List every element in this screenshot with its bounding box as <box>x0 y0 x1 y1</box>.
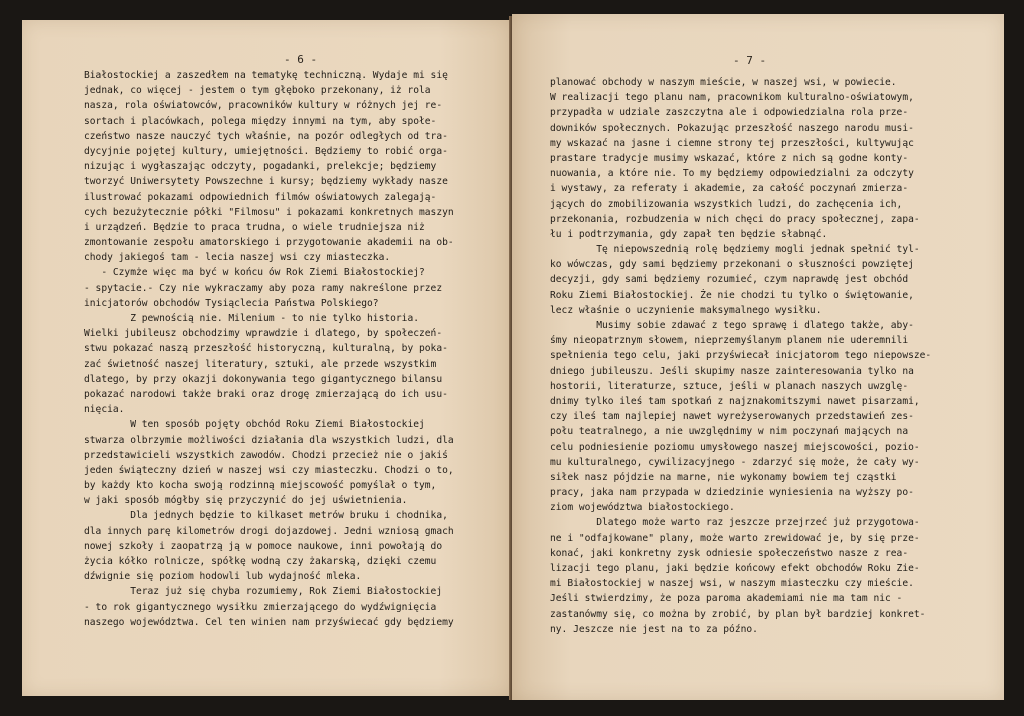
text-line: w jaki sposób mógłby się przyczynić do jej uświetnienia. <box>84 495 408 507</box>
left-page-text <box>84 68 504 630</box>
text-line: przekonania, rozbudzenia w nich chęci do pracy społecznej, zapa- <box>550 213 920 225</box>
text-line: czy ileś tam najlepiej nawet wyreżyserowanych przedstawień zes- <box>550 411 914 423</box>
text-line: nięcia. <box>84 404 125 416</box>
text-line: - to rok gigantycznego wysiłku zmierzającego do wydźwignięcia <box>84 601 437 613</box>
text-line: nuowania, a które nie. To my będziemy odpowiedzialni za odczyty <box>550 168 914 180</box>
text-line: Dlatego może warto raz jeszcze przejrzeć już przygotowa- <box>550 517 920 529</box>
text-line: my wskazać na jasne i ciemne strony tej przeszłości, kultywując <box>550 137 914 149</box>
text-line: dlatego, by przy okazji dokonywania tego gigantycznego bilansu <box>84 373 443 385</box>
text-line: tworzyć Uniwersytety Powszechne i kursy; będziemy wykłady nasze <box>84 176 448 188</box>
text-line: życia kółko rolnicze, spółkę wodną czy żakarską, dzięki czemu <box>84 556 437 567</box>
text-line: chody jakiegoś tam - lecia naszej wsi czy miasteczka. <box>84 252 391 264</box>
text-line: sortach i placówkach, polega między innymi na tym, aby społe- <box>84 115 437 127</box>
text-line: zastanówmy się, co można by zrobić, by plan był bardziej konkret- <box>550 608 926 620</box>
text-line: jednak, co więcej - jestem o tym głęboko przekonany, iż rola <box>84 85 431 97</box>
text-line: dniego jubileuszu. Jeśli skupimy nasze zainteresowania tylko na <box>550 365 914 377</box>
text-line: ilustrować pokazami odpowiednich filmów oświatowych zalegają- <box>84 191 437 203</box>
text-line: jeden świąteczny dzień w naszej wsi czy miasteczku. Chodzi o to, <box>84 464 454 476</box>
text-line: Musimy sobie zdawać z tego sprawę i dlatego także, aby- <box>550 320 914 331</box>
text-line: - spytacie.- Czy nie wykraczamy aby poza ramy nakreślone przez <box>84 282 443 294</box>
text-line: i urządzeń. Będzie to praca trudna, o wiele trudniejsza niż <box>84 221 425 233</box>
text-line: i wystawy, za referaty i akademie, za całość poczynań zmierza- <box>550 183 909 195</box>
text-line: planować obchody w naszym mieście, w naszej wsi, w powiecie. <box>550 77 897 88</box>
left-page <box>22 20 512 696</box>
left-page-number: - 6 - <box>284 53 318 66</box>
text-line: Jeśli stwierdzimy, że poza paroma akademiami nie ma tam nic - <box>550 593 903 605</box>
text-line: Roku Ziemi Białostockiej. Że nie chodzi tu tylko o świętowanie, <box>550 289 914 301</box>
text-line: Teraz już się chyba rozumiemy, Rok Ziemi Białostockiej <box>84 586 443 598</box>
text-line: zmontowanie zespołu amatorskiego i przygotowanie akademii na ob- <box>84 237 454 249</box>
text-line: prastare tradycje musimy wskazać, które z nich są godne konty- <box>550 152 909 164</box>
right-page-text <box>550 75 990 637</box>
text-line: Wielki jubileusz obchodzimy wprawdzie i dlatego, by społeczeń- <box>84 328 443 340</box>
text-line: W realizacji tego planu nam, pracownikom kulturalno-oświatowym, <box>550 92 914 104</box>
text-line: naszego województwa. Cel ten winien nam przyświecać gdy będziemy <box>84 616 454 628</box>
text-line: siłek nasz pójdzie na marne, nie wykonamy bowiem tej cząstki <box>550 471 897 483</box>
text-line: hostorii, literaturze, sztuce, jeśli w planach naszych uwzglę- <box>550 380 909 392</box>
text-line: stwarza olbrzymie możliwości działania dla wszystkich ludzi, dla <box>84 434 454 446</box>
right-page <box>512 14 1004 700</box>
text-line: nowej szkoły i zaopatrzą ją w pomoce naukowe, inni powołają do <box>84 540 443 552</box>
text-line: ny. Jeszcze nie jest na to za późno. <box>550 623 758 635</box>
text-line: Z pewnością nie. Milenium - to nie tylko historia. <box>84 313 420 324</box>
text-line: dycyjnie pojętej kultury, umiejętności. Będziemy to robić orga- <box>84 145 448 157</box>
text-line: ne i "odfajkowane" plany, może warto zrewidować je, by się prze- <box>550 532 920 544</box>
text-line: by każdy kto kocha swoją rodzinną miejscowość pomyślał o tym, <box>84 480 437 492</box>
text-line: dla innych parę kilometrów drogi dojazdowej. Jedni wzniosą gmach <box>84 525 454 537</box>
text-line: dźwignie się poziom hodowli lub wydajność mleka. <box>84 571 362 583</box>
text-line: czeństwo nasze nauczyć tych właśnie, na pozór odległych od tra- <box>84 130 448 142</box>
text-line: cych bezużytecznie półki "Filmosu" i pokazami konkretnych maszyn <box>84 206 454 218</box>
text-line: pokazać narodowi także braki oraz drogę zmierzającą do ich usu- <box>84 388 448 400</box>
text-line: przedstawicieli wszystkich zawodów. Chodzi przecież nie o jakiś <box>84 449 448 461</box>
text-line: Tę niepowszednią rolę będziemy mogli jednak spełnić tyl- <box>550 244 920 256</box>
text-line: decyzji, gdy sami będziemy rozumieć, czym naprawdę jest obchód <box>550 274 909 286</box>
text-line: nasza, rola oświatowców, pracowników kultury w różnych jej re- <box>84 100 443 112</box>
right-page-number: - 7 - <box>733 54 767 67</box>
text-line: ziom województwa białostockiego. <box>550 502 735 514</box>
text-line: celu podniesienie poziomu umysłowego naszej miejscowości, pozio- <box>550 441 920 453</box>
text-line: połu teatralnego, a nie uwzględnimy w nim poczynań mających na <box>550 426 909 438</box>
text-line: dnimy tylko ileś tam spotkań z najznakomitszymi nawet pisarzami, <box>550 395 920 407</box>
text-line: inicjatorów obchodów Tysiąclecia Państwa Polskiego? <box>84 297 379 309</box>
text-line: nizując i wygłaszając odczyty, pogadanki, prelekcje; będziemy <box>84 161 437 173</box>
text-line: zać świetność naszej literatury, sztuki, ale przede wszystkim <box>84 358 437 370</box>
text-line: ko wówczas, gdy sami będziemy przekonani o słuszności powziętej <box>550 259 914 271</box>
text-line: konać, jaki konkretny zysk odniesie społeczeństwo nasze z rea- <box>550 547 909 559</box>
text-line: Białostockiej a zaszedłem na tematykę techniczną. Wydaje mi się <box>84 70 448 81</box>
text-line: spełnienia tego celu, jaki przyświecał inicjatorom tego niepowsze- <box>550 350 932 362</box>
text-line: Dla jednych będzie to kilkaset metrów bruku i chodnika, <box>84 510 448 522</box>
text-line: lecz właśnie o uczynienie maksymalnego wysiłku. <box>550 304 822 316</box>
text-line: śmy nieopatrznym słowem, nieprzemyślanym planem nie uderemnili <box>550 335 909 347</box>
text-line: lizacji tego planu, jaki będzie końcowy efekt obchodów Roku Zie- <box>550 563 920 574</box>
text-line: mu kulturalnego, cywilizacyjnego - zdarzyć się może, że cały wy- <box>550 456 920 468</box>
text-line: W ten sposób pojęty obchód Roku Ziemi Białostockiej <box>84 419 425 431</box>
text-line: przypadła w udziale zaszczytna ale i odpowiedzialna rola prze- <box>550 107 909 119</box>
text-line: stwu pokazać naszą przeszłość historyczną, kulturalną, by poka- <box>84 343 448 355</box>
text-line: jących do zmobilizowania wszystkich ludzi, do zachęcenia ich, <box>550 198 903 210</box>
text-line: downików społecznych. Pokazując przeszłość naszego narodu musi- <box>550 122 914 134</box>
text-line: łu i podtrzymania, gdy zapał ten będzie słabnąć. <box>550 228 828 240</box>
text-line: - Czymże więc ma być w końcu ów Rok Ziemi Białostockiej? <box>84 267 425 279</box>
text-line: mi Białostockiej w naszej wsi, w naszym miasteczku czy mieście. <box>550 578 914 590</box>
text-line: pracy, jaka nam przypada w dziedzinie wyniesienia na wyższy po- <box>550 487 914 499</box>
